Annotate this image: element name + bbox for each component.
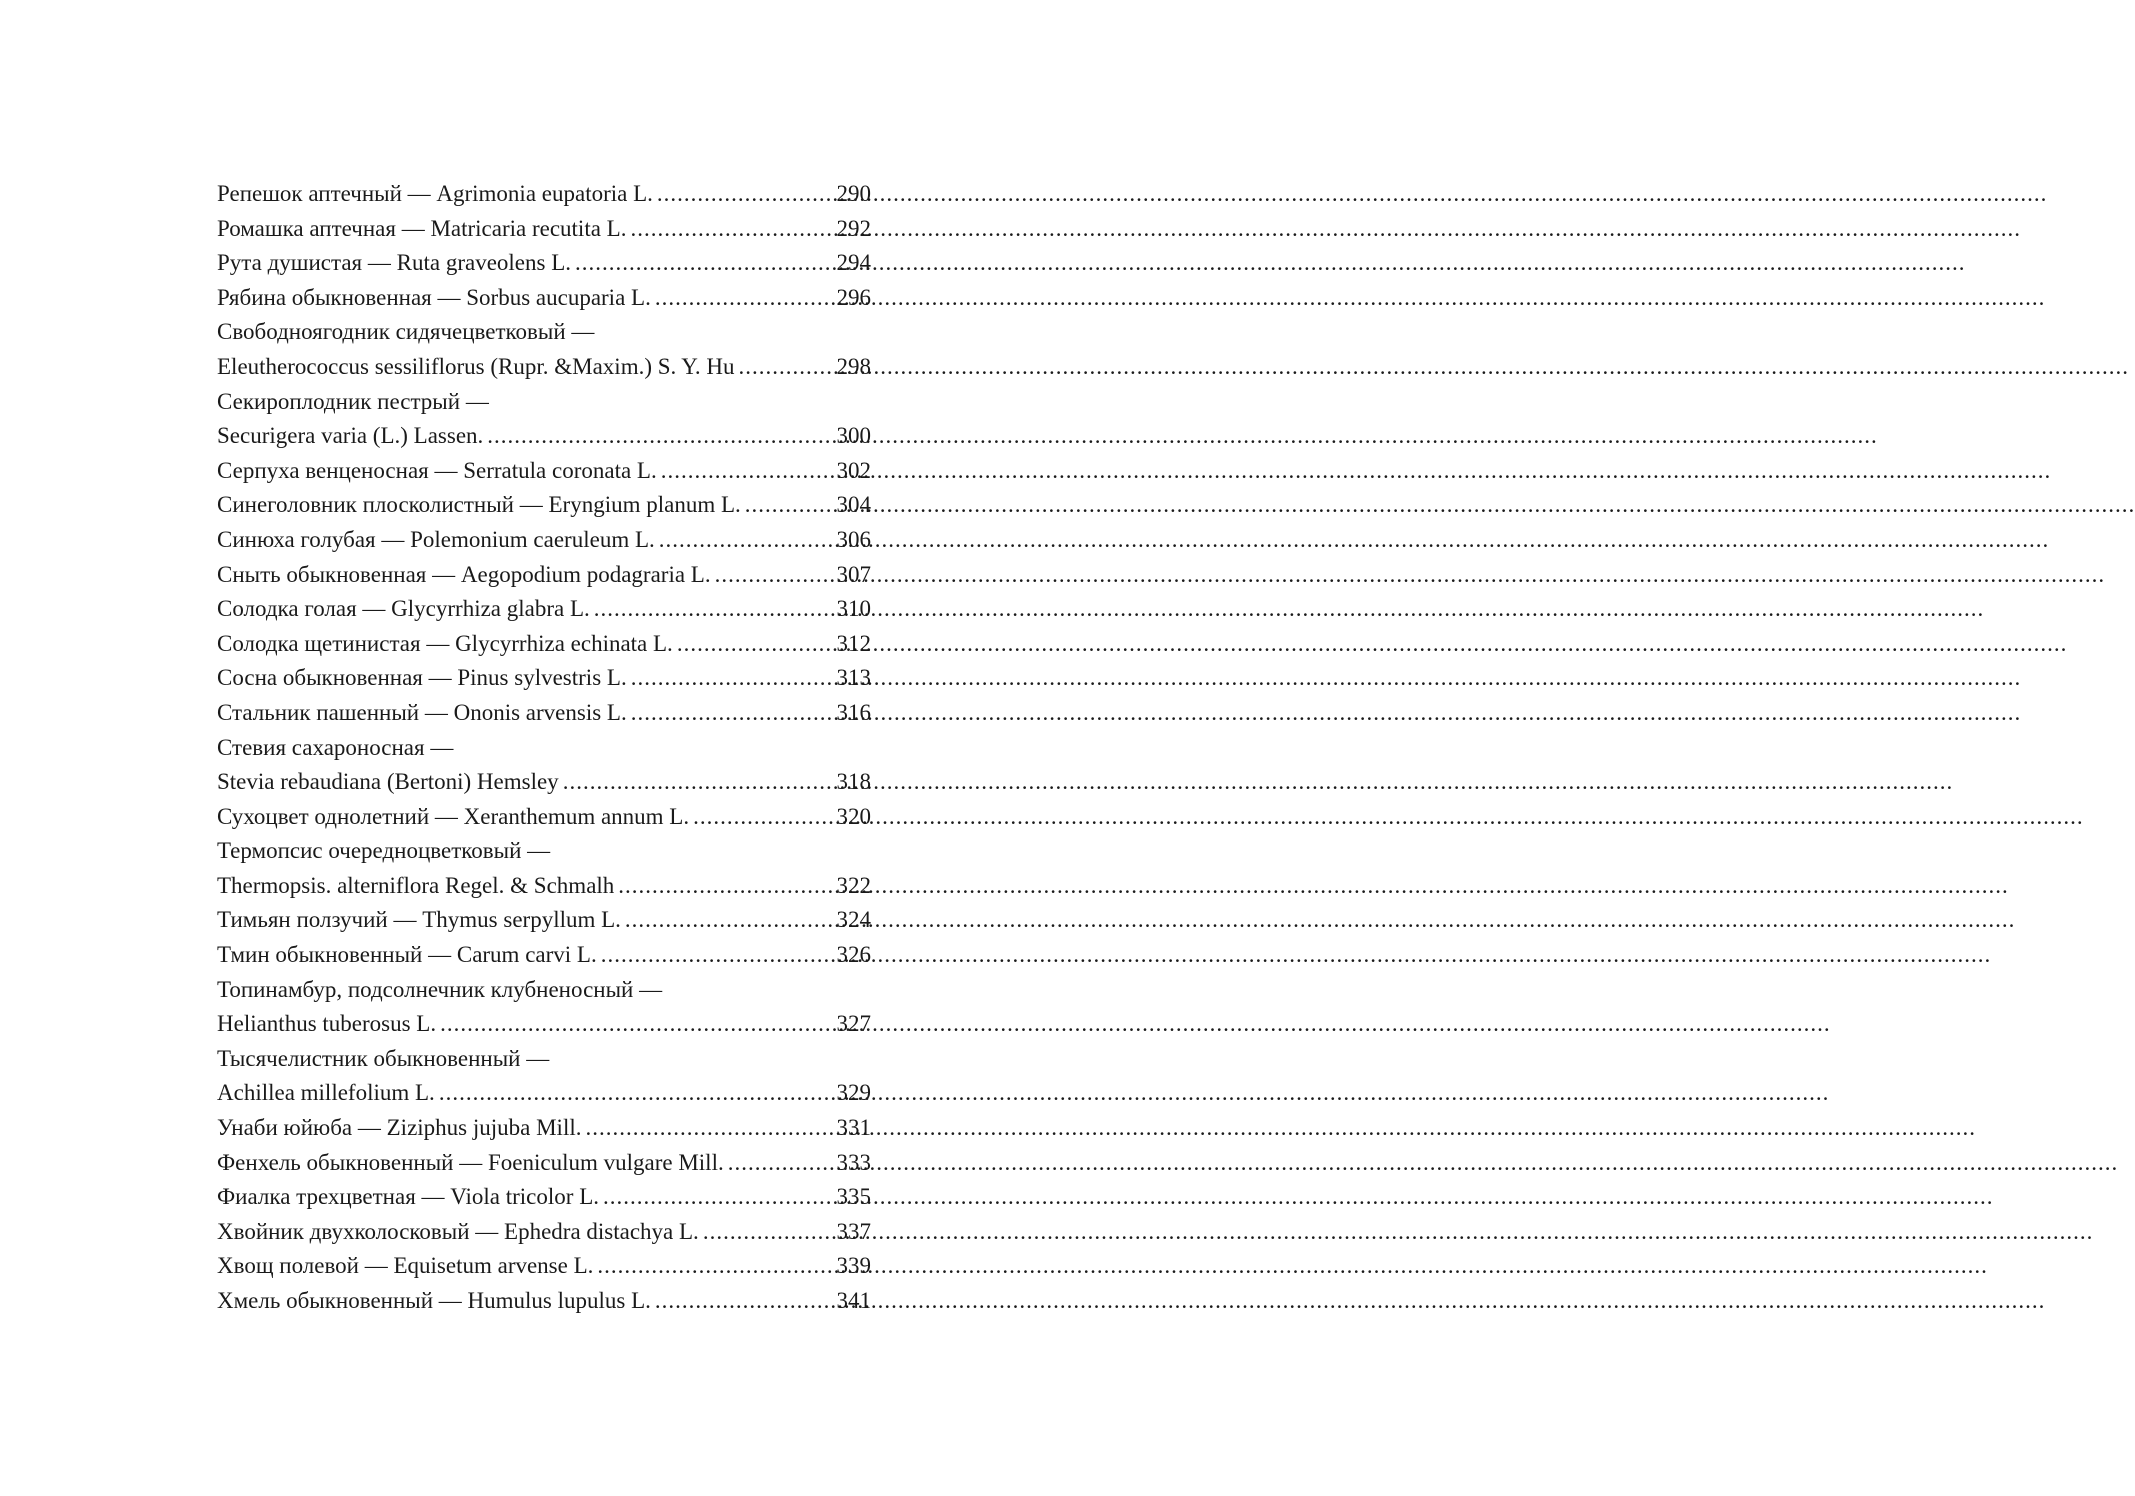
toc-entry-line: [217, 1284, 871, 1319]
toc-entry: [217, 938, 871, 973]
toc-entry-line: [217, 1146, 871, 1181]
dot-leader: [627, 696, 837, 731]
toc-entry-title: Репешок аптечный — Agrimonia eupatoria L.: [217, 181, 653, 206]
toc-entry: [217, 627, 871, 662]
toc-entry-page-number: 302: [836, 457, 871, 483]
toc-entry-title: Хвощ полевой — Equisetum arvense L.: [217, 1253, 594, 1279]
toc-entry-page-number: 320: [836, 803, 871, 829]
toc-entry-page-number: 318: [836, 769, 871, 795]
dot-leader: [614, 869, 836, 904]
dot-leader: [711, 558, 837, 593]
toc-entry-title: Тмин обыкновенный — Carum carvi L.: [217, 942, 597, 968]
toc-entry-title: Синюха голубая — Polemonium caeruleum L.: [217, 526, 655, 552]
toc-entry-title: Хвойник двухколосковый — Ephedra distachya L.: [217, 1218, 699, 1244]
toc-entry-line: [217, 1249, 871, 1284]
toc-entry-line: [217, 419, 871, 454]
dot-leader: [699, 1215, 837, 1250]
toc-entry-page-number: 341: [836, 1288, 871, 1313]
toc-entry-page-number: 322: [836, 872, 871, 898]
toc-entry-title: Ромашка аптечная — Matricaria recutita L.: [217, 215, 627, 241]
dot-leader: [651, 281, 837, 316]
toc-entry-title: Рута душистая — Ruta graveolens L.: [217, 250, 571, 276]
toc-entry-page-number: 306: [836, 526, 871, 552]
toc-entry-page-number: 329: [836, 1080, 871, 1106]
toc-entry-line: [217, 1215, 871, 1250]
toc-entry-title: Сныть обыкновенная — Aegopodium podagraria L.: [217, 561, 711, 587]
toc-entry: [217, 523, 871, 558]
toc-entry-page-number: 339: [836, 1253, 871, 1279]
dot-leader: [657, 454, 837, 489]
dot-leader: [436, 1007, 836, 1042]
toc-entry: [217, 800, 871, 835]
dot-leader: [559, 765, 837, 800]
toc-entry: [217, 1042, 871, 1111]
toc-entry-title: Achillea millefolium L.: [217, 1080, 435, 1106]
toc-entry-title: Синеголовник плосколистный — Eryngium planum L.: [217, 492, 741, 518]
toc-entry-page-number: 292: [836, 215, 871, 241]
toc-entry: [217, 1111, 871, 1146]
toc-entry-title: Thermopsis. alterniflora Regel. & Schmalh: [217, 872, 615, 898]
toc-entry-line: [217, 938, 871, 973]
toc-entry-page-number: 333: [836, 1149, 871, 1175]
toc-entry-page-number: 312: [836, 630, 871, 656]
dot-leader: [689, 800, 836, 835]
toc-entry: [217, 696, 871, 731]
toc-entry-line: [217, 903, 871, 938]
toc-entry-page-number: 310: [836, 596, 871, 622]
toc-entry-title: Сосна обыкновенная — Pinus sylvestris L.: [217, 665, 627, 691]
toc-entry-page-number: 331: [836, 1115, 871, 1141]
toc-entry: [217, 281, 871, 316]
dot-leader: [724, 1146, 837, 1181]
toc-entry-line: [217, 1180, 871, 1215]
toc-entry-line: [217, 1076, 871, 1111]
dot-leader: [581, 1111, 836, 1146]
toc-entry-page-number: 326: [836, 942, 871, 968]
toc-entry: [217, 834, 871, 903]
toc-entry-page-number: 304: [836, 492, 871, 518]
dot-leader: [626, 212, 836, 247]
toc-entry-title: Унаби юйюба — Ziziphus jujuba Mill.: [217, 1115, 582, 1141]
toc-entry-title: Eleutherococcus sessiliflorus (Rupr. &Maxim.) S. Y. Hu: [217, 353, 735, 379]
toc-entry-page-number: 300: [836, 423, 871, 449]
toc-entry-page-number: 298: [836, 353, 871, 379]
toc-entry: [217, 385, 871, 454]
toc-entry-line: [217, 246, 871, 281]
toc-entry: [217, 212, 871, 247]
toc-entry: [217, 558, 871, 593]
toc-entry-line: [217, 558, 871, 593]
toc-entry-line: [217, 765, 871, 800]
toc-entry: [217, 246, 871, 281]
toc-entry-heading: Секироплодник пестрый —: [217, 388, 489, 414]
dot-leader: [627, 661, 837, 696]
toc-entry-title: Фенхель обыкновенный — Foeniculum vulgare Mill.: [217, 1149, 724, 1175]
toc-entry: [217, 731, 871, 800]
dot-leader: [483, 419, 836, 454]
toc-entry-page-number: 307: [836, 561, 871, 587]
toc-entry-page-number: 324: [836, 907, 871, 933]
toc-entry-line: [217, 696, 871, 731]
dot-leader: [651, 1284, 837, 1319]
toc-entry-page-number: 337: [836, 1218, 871, 1244]
toc-entry: [217, 903, 871, 938]
toc-entry: [217, 1284, 871, 1319]
dot-leader: [734, 350, 836, 385]
toc-entry-line: [217, 281, 871, 316]
toc-entry-line: [217, 800, 871, 835]
toc-entry-heading: Стевия сахароносная —: [217, 734, 454, 760]
toc-entry: [217, 454, 871, 489]
toc-entry: [217, 315, 871, 384]
toc-entry-line: [217, 1007, 871, 1042]
dot-leader: [435, 1076, 837, 1111]
toc-entry-title: Stevia rebaudiana (Bertoni) Hemsley: [217, 769, 559, 795]
toc-entry: [217, 973, 871, 1042]
toc-entry-heading: Свободноягодник сидячецветковый —: [217, 319, 595, 345]
dot-leader: [599, 1180, 837, 1215]
toc-entry-line: [217, 661, 871, 696]
toc-entry: [217, 592, 871, 627]
toc-entry-title: Securigera varia (L.) Lassen.: [217, 423, 484, 449]
toc-entry-heading: Термопсис очередноцветковый —: [217, 838, 551, 864]
toc-entry: [217, 1249, 871, 1284]
toc-entry-title: Стальник пашенный — Ononis arvensis L.: [217, 699, 627, 725]
toc-entry-page-number: 313: [836, 665, 871, 691]
toc-entry-line: [217, 869, 871, 904]
toc-entry-title: Рябина обыкновенная — Sorbus aucuparia L.: [217, 284, 651, 310]
toc-entry: [217, 1215, 871, 1250]
toc-entry-line: [217, 592, 871, 627]
toc-entry: [217, 488, 871, 523]
toc-entry: [217, 1146, 871, 1181]
dot-leader: [653, 177, 837, 212]
toc-entry-heading: Тысячелистник обыкновенный —: [217, 1045, 550, 1071]
toc-entry-line: [217, 1111, 871, 1146]
toc-entry-line: [217, 523, 871, 558]
toc-entry-page-number: 316: [836, 699, 871, 725]
toc-entry: [217, 177, 871, 212]
toc-entry-title: Солодка щетинистая — Glycyrrhiza echinata L.: [217, 630, 673, 656]
dot-leader: [673, 627, 837, 662]
toc-entry-title: Хмель обыкновенный — Humulus lupulus L.: [217, 1288, 651, 1313]
toc-entry-page-number: 335: [836, 1184, 871, 1210]
toc-entry-line: [217, 350, 871, 385]
dot-leader: [597, 938, 837, 973]
toc-entry: [217, 1180, 871, 1215]
toc-entry-title: Солодка голая — Glycyrrhiza glabra L.: [217, 596, 590, 622]
dot-leader: [655, 523, 837, 558]
toc-entry-line: [217, 212, 871, 247]
toc-entry-line: [217, 177, 871, 212]
dot-leader: [741, 488, 837, 523]
toc-entry-line: [217, 488, 871, 523]
toc-entry-line: [217, 627, 871, 662]
toc-entry-page-number: 290: [836, 181, 871, 206]
toc-entry-title: Фиалка трехцветная — Viola tricolor L.: [217, 1184, 599, 1210]
dot-leader: [593, 1249, 836, 1284]
dot-leader: [571, 246, 837, 281]
toc-entry: [217, 661, 871, 696]
toc-entry-page-number: 296: [836, 284, 871, 310]
dot-leader: [590, 592, 837, 627]
toc-entry-title: Серпуха венценосная — Serratula coronata L.: [217, 457, 657, 483]
toc-entry-page-number: 294: [836, 250, 871, 276]
table-of-contents: [217, 177, 871, 1319]
toc-entry-title: Сухоцвет однолетний — Xeranthemum annum L.: [217, 803, 690, 829]
toc-entry-line: [217, 454, 871, 489]
toc-entry-heading: Топинамбур, подсолнечник клубненосный —: [217, 976, 663, 1002]
toc-entry-title: Helianthus tuberosus L.: [217, 1011, 437, 1037]
dot-leader: [621, 903, 837, 938]
toc-entry-title: Тимьян ползучий — Thymus serpyllum L.: [217, 907, 621, 933]
toc-entry-page-number: 327: [836, 1011, 871, 1037]
